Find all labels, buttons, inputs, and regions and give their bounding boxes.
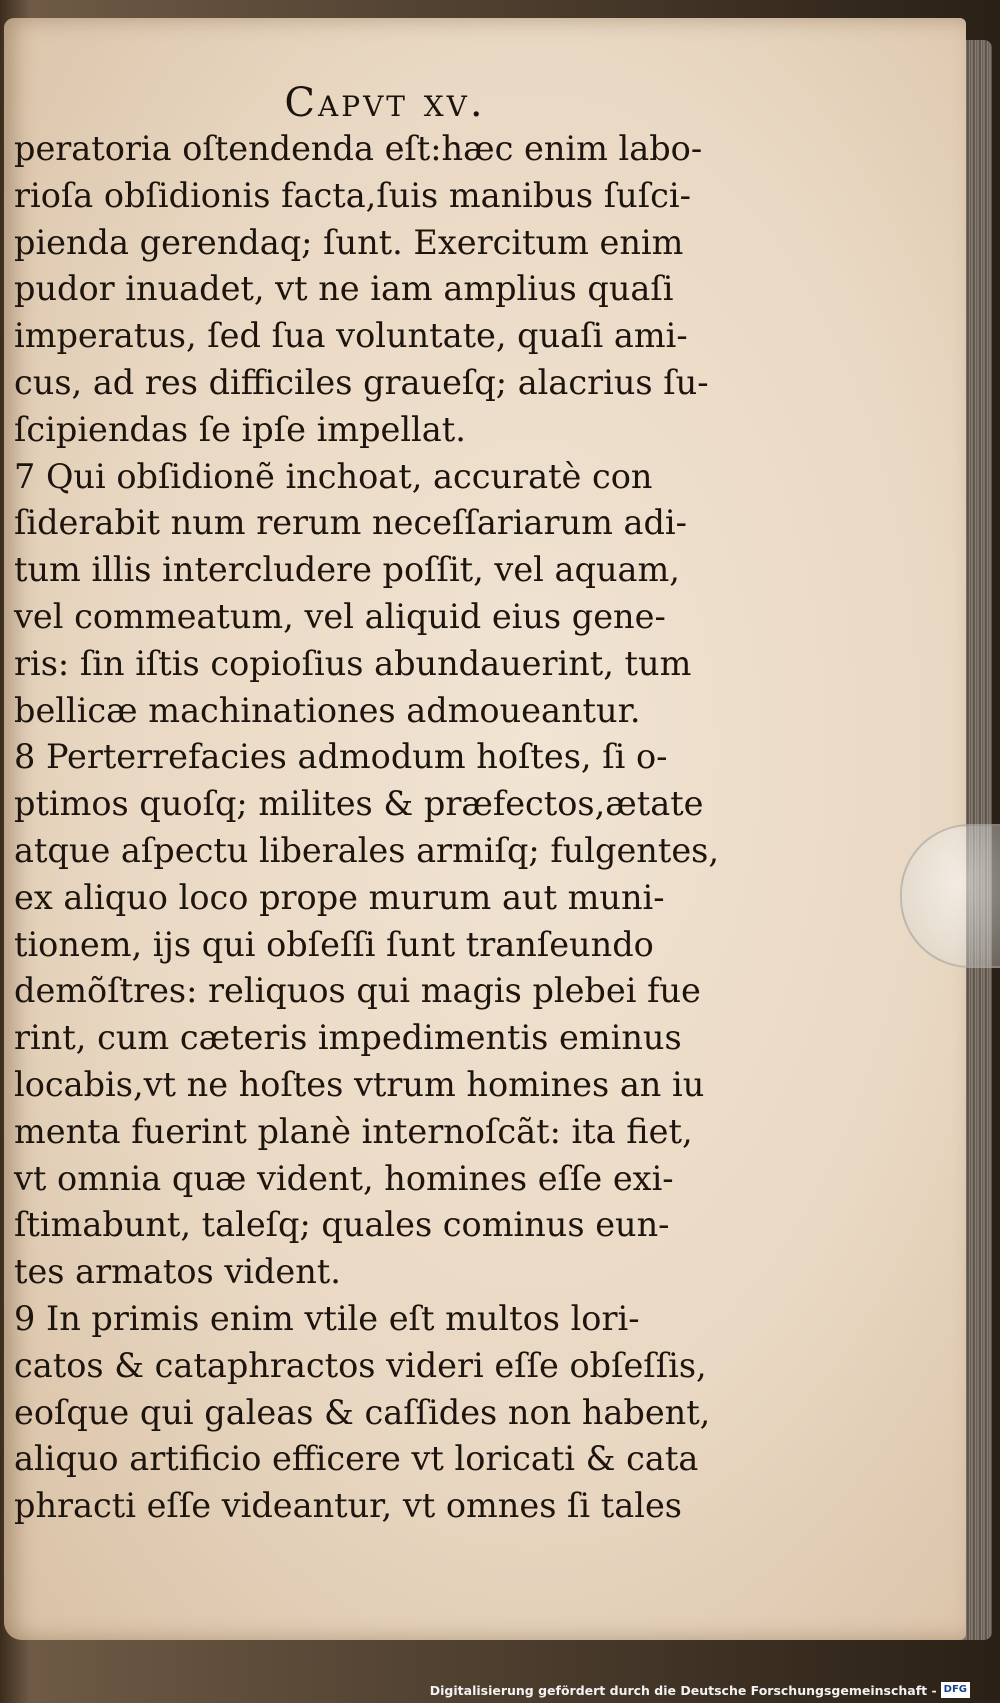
text-line: ſtimabunt, taleſq; quales cominus eun- bbox=[14, 1205, 670, 1245]
text-line: rint, cum cæteris impedimentis eminus bbox=[14, 1018, 682, 1058]
text-line: 9 In primis enim vtile eſt multos lori- bbox=[14, 1298, 640, 1338]
text-line: ſcipiendas ſe ipſe impellat. bbox=[14, 409, 466, 449]
text-line: ptimos quoſq; milites & præfectos,ætate bbox=[14, 784, 704, 824]
text-line: tionem, ijs qui obſeſſi ſunt tranſeundo bbox=[14, 924, 654, 964]
text-line: tes armatos vident. bbox=[14, 1252, 341, 1292]
text-line: 8 Perterrefacies admodum hoſtes, ſi o- bbox=[14, 737, 668, 777]
running-header: Capvt xv. bbox=[284, 80, 486, 126]
text-line: vel commeatum, vel aliquid eius gene- bbox=[14, 596, 666, 636]
text-line: locabis,vt ne hoſtes vtrum homines an iu bbox=[14, 1064, 705, 1104]
funding-footer bbox=[430, 1680, 970, 1700]
text-line: eoſque qui galeas & caſſides non habent, bbox=[14, 1392, 711, 1432]
text-line: ſiderabit num rerum neceſſariarum adi- bbox=[14, 503, 687, 543]
text-line: rioſa obſidionis facta,ſuis manibus ſuſci- bbox=[14, 175, 691, 215]
text-line: phracti eſſe videantur, vt omnes ſi tales bbox=[14, 1486, 682, 1526]
text-line: ex aliquo loco prope murum aut muni- bbox=[14, 877, 665, 917]
text-line: cus, ad res difficiles graueſq; alacrius ſu- bbox=[14, 362, 709, 402]
text-line: demõſtres: reliquos qui magis plebei fue bbox=[14, 971, 701, 1011]
text-line: catos & cataphractos videri eſſe obſeſſis, bbox=[14, 1345, 707, 1385]
text-line: pienda gerendaq; ſunt. Exercitum enim bbox=[14, 222, 684, 262]
dfg-logo: DFG bbox=[941, 1682, 970, 1698]
text-line: bellicæ machinationes admoueantur. bbox=[14, 690, 641, 730]
text-line: atque aſpectu liberales armiſq; fulgentes, bbox=[14, 830, 719, 870]
text-line: vt omnia quæ vident, homines eſſe exi- bbox=[14, 1158, 674, 1198]
text-line: peratoria oſtendenda eſt:hæc enim labo- bbox=[14, 129, 703, 168]
text-line: ris: ſin iſtis copioſius abundauerint, tum bbox=[14, 643, 692, 683]
page-body-text bbox=[14, 126, 748, 1530]
text-line: imperatus, ſed ſua voluntate, quaſi ami- bbox=[14, 316, 688, 356]
text-line: pudor inuadet, vt ne iam amplius quaſi bbox=[14, 269, 674, 309]
text-line: aliquo artificio efficere vt loricati & cata bbox=[14, 1439, 699, 1479]
text-line: menta fuerint planè internoſcãt: ita fiet, bbox=[14, 1111, 693, 1151]
text-line: 7 Qui obſidionẽ inchoat, accuratè con bbox=[14, 456, 653, 496]
text-line: tum illis intercludere poſſit, vel aquam, bbox=[14, 550, 680, 590]
funding-credit: Digitalisierung gefördert durch die Deutsche Forschungsgemeinschaft - bbox=[429, 1682, 937, 1698]
